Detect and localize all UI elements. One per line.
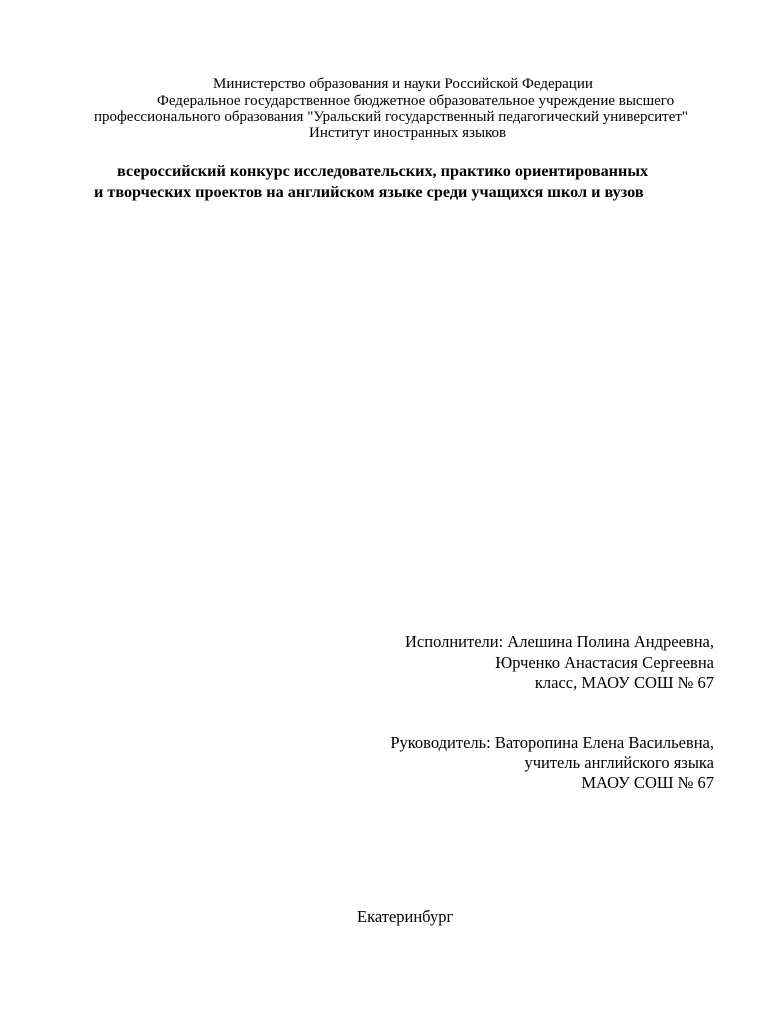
performers-line-1: Исполнители: Алешина Полина Андреевна, [405, 632, 714, 651]
contest-title-line-2: и творческих проектов на английском языке среди учащихся школ и вузов [94, 183, 644, 201]
supervisor-line-2: учитель английского языка [524, 753, 714, 772]
ministry-line: Министерство образования и науки Российской Федерации [213, 76, 593, 92]
performers-line-3: класс, МАОУ СОШ № 67 [534, 673, 714, 692]
contest-title-line-1: всероссийский конкурс исследовательских, практико ориентированных [117, 162, 649, 180]
performers-line-2: Юрченко Анастасия Сергеевна [495, 653, 714, 672]
institution-line: Федеральное государственное бюджетное образовательное учреждение высшего [157, 93, 675, 109]
city-name: Екатеринбург [357, 907, 454, 926]
supervisor-line-3: МАОУ СОШ № 67 [581, 773, 714, 792]
institute-line: Институт иностранных языков [309, 125, 507, 141]
supervisor-line-1: Руководитель: Ваторопина Елена Васильевна, [390, 733, 714, 752]
university-line: профессионального образования "Уральский государственный педагогический университет" [94, 109, 689, 125]
